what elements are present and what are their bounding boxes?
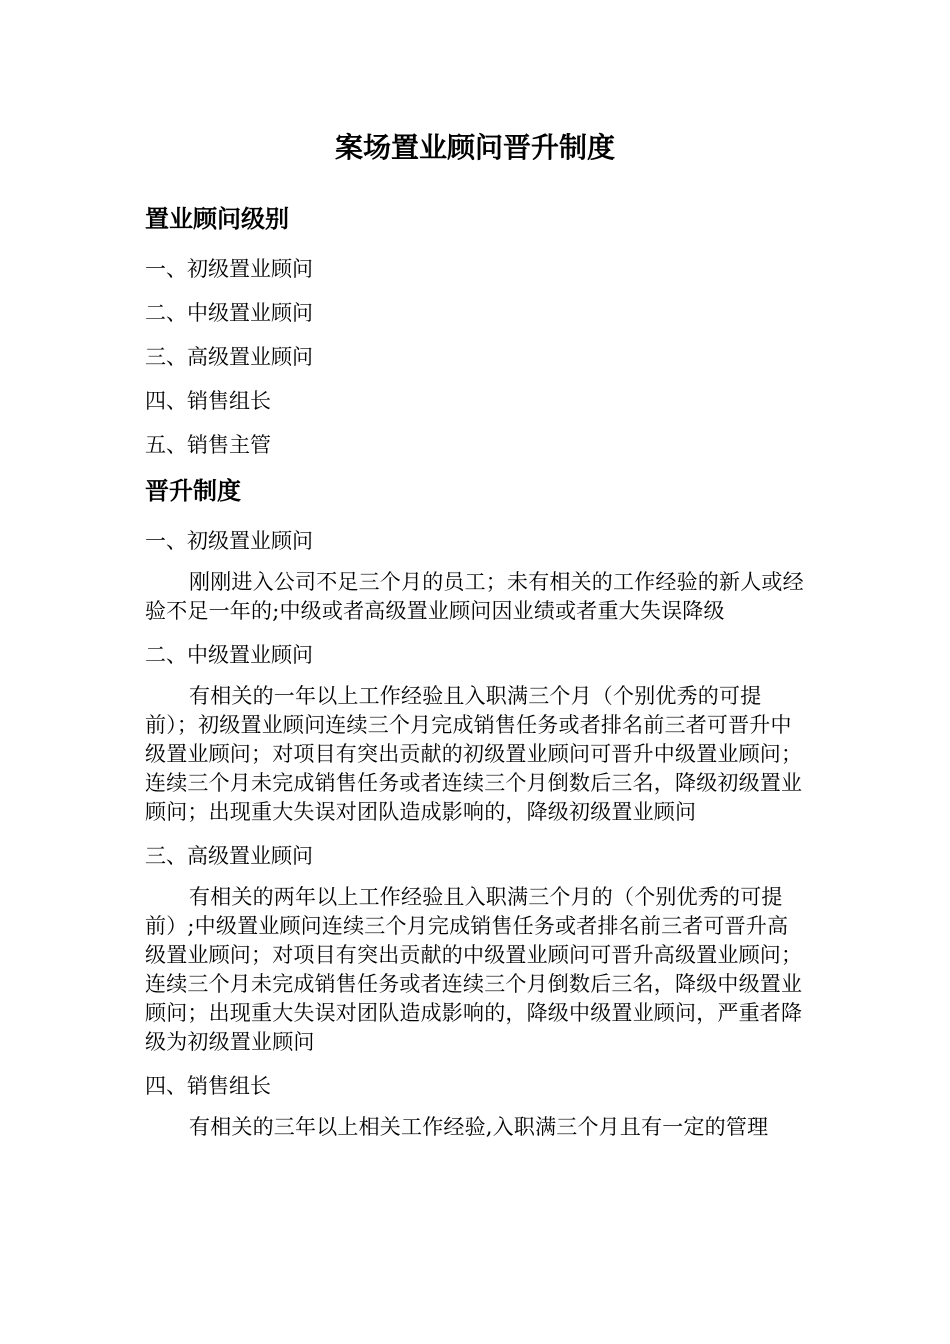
promotion-section bbox=[145, 474, 805, 1142]
promotion-entry-team-leader bbox=[145, 1071, 805, 1142]
promotion-entry-heading: 四、销售组长 bbox=[145, 1074, 271, 1098]
promotion-entry-text: 有相关的两年以上工作经验且入职满三个月的（个别优秀的可提前）;中级置业顾问连续三个月完成销售任务或者排名前三者可晋升高级置业顾问；对项目有突出贡献的中级置业顾问可晋升高级置业顾问；连续三个月未完成销售任务或者连续三个月倒数后三名，降级中级置业顾问；出现重大失误对团队造成影响的，降级中级置业顾问，严重者降级为初级置业顾问 bbox=[145, 885, 803, 1054]
promotion-entry-heading: 一、初级置业顾问 bbox=[145, 529, 313, 553]
promotion-entry-text: 刚刚进入公司不足三个月的员工；未有相关的工作经验的新人或经验不足一年的;中级或者高级置业顾问因业绩或者重大失误降级 bbox=[145, 570, 804, 623]
level-item-sales-supervisor: 五、销售主管 bbox=[145, 433, 271, 457]
document-title: 案场置业顾问晋升制度 bbox=[334, 131, 615, 164]
promotion-entry-heading: 三、高级置业顾问 bbox=[145, 844, 313, 868]
levels-section-heading: 置业顾问级别 bbox=[145, 205, 289, 233]
promotion-entry-intermediate bbox=[145, 640, 805, 827]
level-item-team-leader: 四、销售组长 bbox=[145, 389, 271, 413]
promotion-entry-junior bbox=[145, 526, 805, 626]
promotion-entry-senior bbox=[145, 841, 805, 1057]
level-list bbox=[145, 254, 805, 460]
level-item-senior: 三、高级置业顾问 bbox=[145, 345, 313, 369]
level-item-junior: 一、初级置业顾问 bbox=[145, 257, 313, 281]
levels-section bbox=[145, 202, 805, 460]
level-item-intermediate: 二、中级置业顾问 bbox=[145, 301, 313, 325]
promotion-entry-heading: 二、中级置业顾问 bbox=[145, 643, 313, 667]
promotion-section-heading: 晋升制度 bbox=[145, 477, 241, 505]
promotion-entry-text: 有相关的三年以上相关工作经验,入职满三个月且有一定的管理 bbox=[189, 1115, 769, 1139]
promotion-entry-text: 有相关的一年以上工作经验且入职满三个月（个别优秀的可提前）；初级置业顾问连续三个月完成销售任务或者排名前三者可晋升中级置业顾问；对项目有突出贡献的初级置业顾问可晋升中级置业顾问；连续三个月未完成销售任务或者连续三个月倒数后三名，降级初级置业顾问；出现重大失误对团队造成影响的，降级初级置业顾问 bbox=[145, 684, 803, 824]
document-page bbox=[145, 128, 805, 1156]
